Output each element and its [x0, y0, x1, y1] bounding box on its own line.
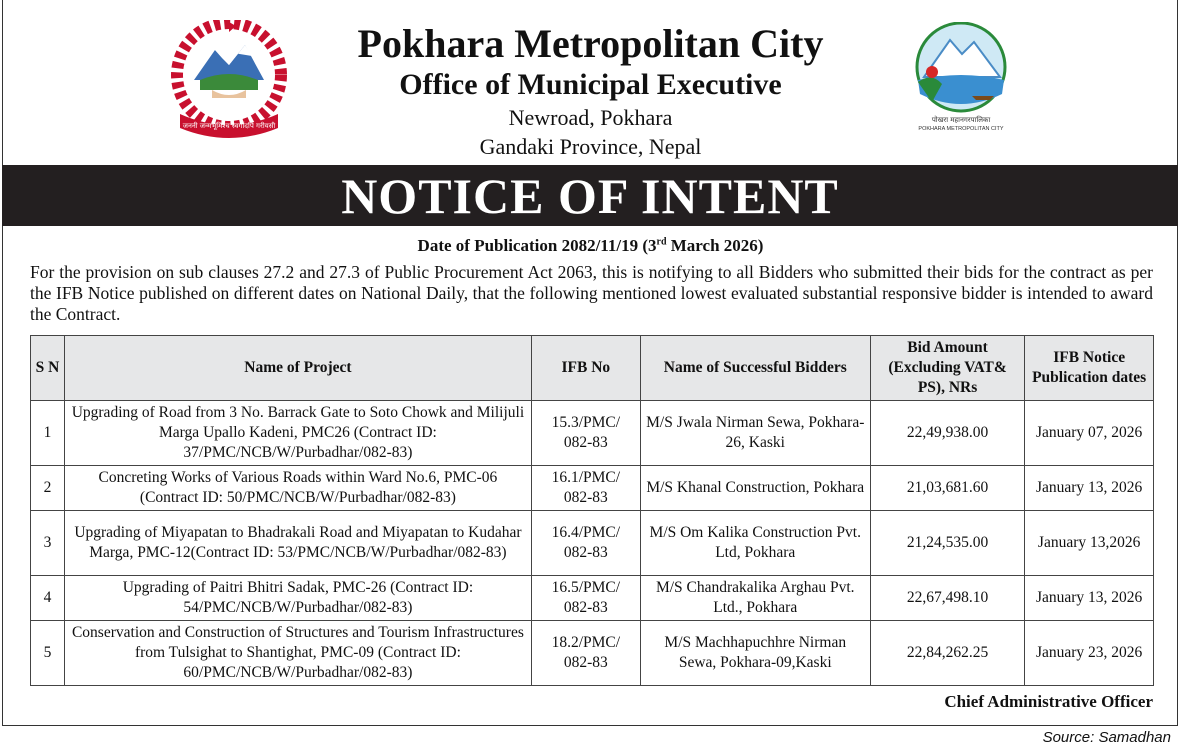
cell-amount: 21,03,681.60 — [870, 466, 1025, 511]
cell-ifb: 16.1/PMC/ 082-83 — [531, 466, 640, 511]
header-project: Name of Project — [64, 336, 531, 401]
cell-date: January 07, 2026 — [1025, 401, 1154, 466]
cell-project: Upgrading of Road from 3 No. Barrack Gate to Soto Chowk and Milijuli Marga Upallo Kadeni, PMC26 (Contract ID: 37/PMC/NCB/W/Purbadhar/082-83) — [64, 401, 531, 466]
cell-amount: 22,67,498.10 — [870, 576, 1025, 621]
cell-sn: 1 — [31, 401, 65, 466]
header-amount: Bid Amount (Excluding VAT& PS), NRs — [870, 336, 1025, 401]
logo-text-np: पोखरा महानगरपालिका — [931, 116, 991, 124]
intro-paragraph: For the provision on sub clauses 27.2 and 27.3 of Public Procurement Act 2063, this is notifying to all Bidders who submitted their bids for the contract as per the IFB Notice published on different dates on National Daily, that the following mentioned lowest evaluated substantial responsive bidder is intended to award the Contract. — [30, 262, 1153, 324]
cell-ifb: 15.3/PMC/ 082-83 — [531, 401, 640, 466]
table-row — [31, 576, 1154, 621]
cell-ifb: 18.2/PMC/ 082-83 — [531, 621, 640, 686]
cell-amount: 22,49,938.00 — [870, 401, 1025, 466]
cell-date: January 13, 2026 — [1025, 576, 1154, 621]
cell-bidder: M/S Om Kalika Construction Pvt. Ltd, Pokhara — [640, 511, 870, 576]
table-row — [31, 621, 1154, 686]
organization-title: Pokhara Metropolitan City — [357, 21, 824, 66]
header-sn: S N — [31, 336, 65, 401]
cell-sn: 4 — [31, 576, 65, 621]
cell-sn: 3 — [31, 511, 65, 576]
header-bidders: Name of Successful Bidders — [640, 336, 870, 401]
address-line-1: Newroad, Pokhara — [508, 105, 673, 130]
office-subtitle: Office of Municipal Executive — [399, 68, 782, 101]
cell-sn: 5 — [31, 621, 65, 686]
cell-project: Upgrading of Paitri Bhitri Sadak, PMC-26 (Contract ID: 54/PMC/NCB/W/Purbadhar/082-83) — [64, 576, 531, 621]
cell-bidder: M/S Chandrakalika Arghau Pvt. Ltd., Pokhara — [640, 576, 870, 621]
cell-project: Upgrading of Miyapatan to Bhadrakali Road and Miyapatan to Kudahar Marga, PMC-12(Contract ID: 53/PMC/NCB/W/Purbadhar/082-83) — [64, 511, 531, 576]
publication-date: Date of Publication 2082/11/19 (3rd March 2026) — [417, 236, 764, 255]
header-dates: IFB Notice Publication dates — [1025, 336, 1154, 401]
address-line-2: Gandaki Province, Nepal — [479, 134, 702, 159]
cell-amount: 21,24,535.00 — [870, 511, 1025, 576]
signatory: Chief Administrative Officer — [944, 692, 1153, 711]
cell-sn: 2 — [31, 466, 65, 511]
notice-title: NOTICE OF INTENT — [341, 168, 839, 224]
cell-amount: 22,84,262.25 — [870, 621, 1025, 686]
cell-ifb: 16.5/PMC/ 082-83 — [531, 576, 640, 621]
logo-text-en: POKHARA METROPOLITAN CITY — [918, 126, 1004, 132]
table-header-row — [31, 336, 1154, 401]
table-row — [31, 466, 1154, 511]
table-row — [31, 401, 1154, 466]
table-row — [31, 511, 1154, 576]
award-table — [30, 335, 1154, 686]
emblem-motto-text: जननी जन्मभूमिश्च स्वर्गादपि गरीयसी — [182, 122, 276, 130]
cell-ifb: 16.4/PMC/ 082-83 — [531, 511, 640, 576]
cell-bidder: M/S Khanal Construction, Pokhara — [640, 466, 870, 511]
cell-project: Conservation and Construction of Structures and Tourism Infrastructures from Tulsighat to Shantighat, PMC-09 (Contract ID: 60/PMC/NCB/W/Purbadhar/082-83) — [64, 621, 531, 686]
cell-date: January 13,2026 — [1025, 511, 1154, 576]
cell-project: Concreting Works of Various Roads within Ward No.6, PMC-06 (Contract ID: 50/PMC/NCB/W/Purbadhar/082-83) — [64, 466, 531, 511]
cell-bidder: M/S Machhapuchhre Nirman Sewa, Pokhara-09,Kaski — [640, 621, 870, 686]
notice-title-band — [2, 165, 1178, 226]
cell-date: January 13, 2026 — [1025, 466, 1154, 511]
cell-bidder: M/S Jwala Nirman Sewa, Pokhara-26, Kaski — [640, 401, 870, 466]
header-ifb: IFB No — [531, 336, 640, 401]
cell-date: January 23, 2026 — [1025, 621, 1154, 686]
source-credit: Source: Samadhan — [1042, 729, 1171, 746]
